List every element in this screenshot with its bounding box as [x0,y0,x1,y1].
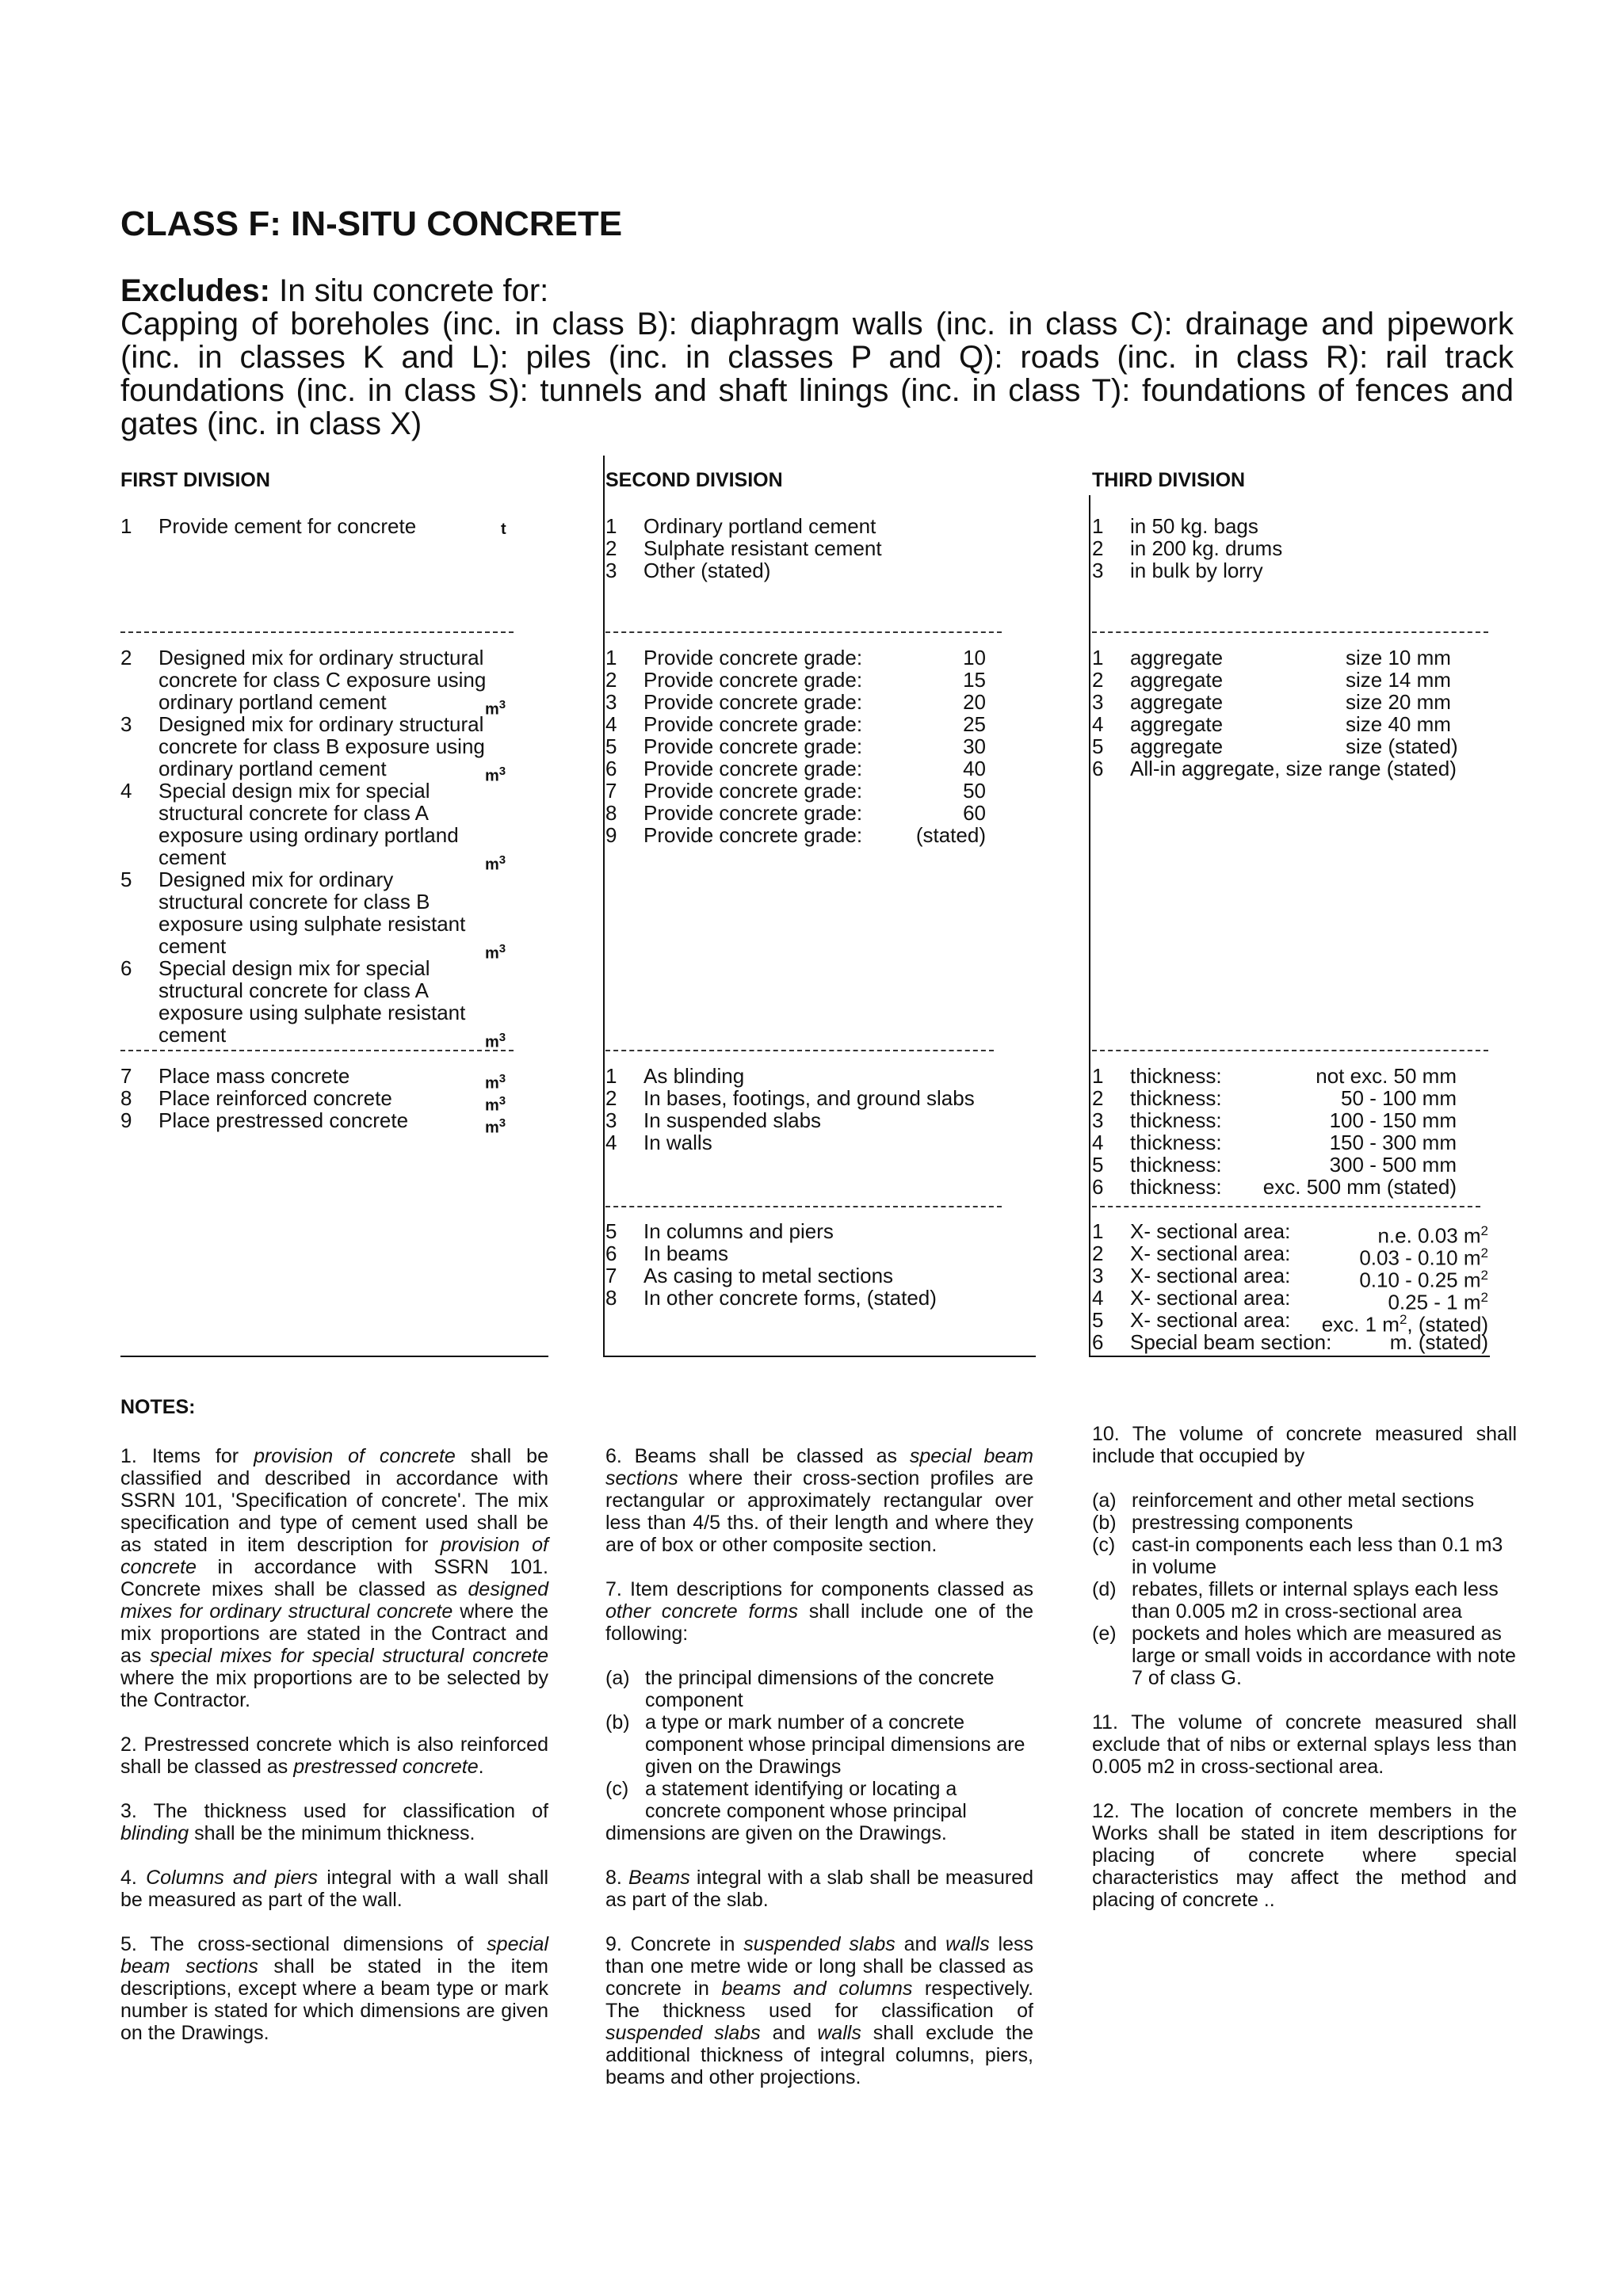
item-description: X- sectional area: [1130,1308,1291,1332]
unit-label [485,849,506,876]
item-number: 6 [1092,1175,1104,1199]
item-value [1290,1331,1488,1353]
list-text: the principal dimensions of the concrete component [645,1667,995,1711]
excludes-intro: In situ concrete for: [279,273,549,308]
item-value [1258,1109,1457,1131]
item-number: 5 [605,1219,617,1243]
item-description-line: concrete for class B exposure using [158,734,485,758]
unit-label [485,938,506,965]
item-description-line: structural concrete for class A [158,978,430,1002]
item-number: 1 [1092,646,1104,669]
item-number: 1 [1092,514,1104,538]
item-description: in 50 kg. bags [1130,514,1258,538]
item-description: In columns and piers [643,1219,834,1243]
item-number: 1 [605,514,617,538]
note-2 [120,1733,548,1778]
item-description-line: concrete for class C exposure using [158,668,487,692]
item-value-exponent: 2 [1480,1268,1488,1283]
unit-exponent: 3 [498,942,506,955]
item-description-line: Designed mix for ordinary structural [158,712,484,736]
note-text: in accordance with SSRN 101. Concrete mixes shall be classed as [120,1556,548,1600]
separator [605,631,1002,633]
item-value [1346,735,1504,757]
item-description: thickness: [1130,1086,1222,1110]
item-value [1346,691,1504,713]
item-value-text: 20 [963,690,986,714]
item-number: 8 [120,1086,132,1110]
item-number: 1 [605,1064,617,1088]
item-description: Ordinary portland cement [643,514,876,538]
note-text: shall be classified and described in accordance with SSRN 101, 'Specification of concrete'. The mix specification and type of cement used shall be as stated in item description for [120,1445,548,1556]
emphasis: provision of concrete [120,1534,548,1578]
note-11: 11. The volume of concrete measured shall exclude that of nibs or external splays less than 0.005 m2 in cross-sectional area. [1092,1711,1517,1778]
item-value-exponent: 2 [1399,1312,1407,1327]
item-description: As blinding [643,1064,745,1088]
item-value [1258,1087,1457,1109]
item-value-text: 15 [963,668,986,692]
item-number: 4 [605,712,617,736]
note-text: 2. Prestressed concrete which is also reinforced shall be classed as [120,1733,548,1778]
item-number: 2 [1092,536,1104,560]
list-item [1092,1512,1517,1534]
item-description-line: Designed mix for ordinary structural [158,646,484,669]
item-description: thickness: [1130,1153,1222,1177]
item-number: 6 [605,1241,617,1265]
note-text: and [760,2022,818,2044]
note-text: 8. [605,1867,628,1889]
emphasis: special beam sections [605,1445,1033,1489]
item-value-exponent: 2 [1480,1290,1488,1305]
item-description: In beams [643,1241,728,1265]
item-description-line: ordinary portland cement [158,757,387,780]
item-value [883,757,986,780]
item-number: 4 [1092,712,1104,736]
item-value [883,780,986,802]
item-number: 3 [1092,690,1104,714]
list-item [1092,1578,1517,1623]
note-1 [120,1445,548,1711]
item-value-text: 100 - 150 mm [1329,1108,1457,1132]
item-value-text: 60 [963,801,986,825]
separator [120,1050,514,1051]
item-description: Other (stated) [643,559,771,582]
item-description: Provide concrete grade: [643,757,863,780]
note-text: integral with a slab shall be measured as part of the slab. [605,1867,1034,1911]
item-number: 4 [605,1131,617,1154]
note-text: shall be stated in the item descriptions, except where a beam type or mark number is stated for which dimensions are given on the Drawings. [120,1955,548,2044]
item-value-text: 0.25 - 1 m [1388,1290,1481,1314]
item-number: 3 [120,712,132,736]
item-value-text: 50 - 100 mm [1341,1086,1457,1110]
item-description: in 200 kg. drums [1130,536,1283,560]
item-description: In walls [643,1131,712,1154]
item-number: 3 [1092,1108,1104,1132]
item-number: 3 [605,690,617,714]
unit-exponent: 3 [498,765,506,778]
note-4 [120,1867,548,1911]
item-number: 6 [1092,1330,1104,1354]
note-6 [605,1445,1033,1556]
item-description-line: structural concrete for class B [158,890,430,913]
item-value-text: 30 [963,734,986,758]
item-value-text: 25 [963,712,986,736]
note-text: shall include one of the following: [605,1600,1034,1645]
list-item [1092,1623,1517,1689]
item-description: As casing to metal sections [643,1264,894,1287]
item-description: thickness: [1130,1108,1222,1132]
item-value-text: size 20 mm [1346,690,1451,714]
item-description: All-in aggregate, size range (stated) [1130,757,1457,780]
item-description: X- sectional area: [1130,1286,1291,1310]
notes-column-3 [1092,1423,1517,1933]
unit-label [485,761,506,788]
list-item [1092,1489,1517,1512]
list-text: prestressing components [1132,1512,1354,1534]
emphasis: prestressed concrete [293,1756,479,1778]
item-number: 2 [605,1086,617,1110]
item-number: 5 [1092,734,1104,758]
note-text: where their cross-section profiles are rectangular or approximately rectangular over less than 4/5 ths. of their length and where they are of box or other composite section. [605,1467,1033,1556]
item-value [883,691,986,713]
unit-symbol: m [485,1097,499,1115]
item-value [1258,1154,1457,1176]
item-value [1346,669,1504,691]
item-number: 6 [120,956,132,980]
notes-heading: NOTES: [120,1396,196,1418]
note-text: 5. The cross-sectional dimensions of [120,1933,487,1955]
note-text: 1. Items for [120,1445,254,1467]
item-value-text: size (stated) [1346,734,1458,758]
emphasis: other concrete forms [605,1600,798,1623]
item-description: aggregate [1130,734,1224,758]
item-value [883,802,986,824]
unit-symbol: m [485,700,499,719]
item-value-text: m. (stated) [1389,1330,1488,1354]
emphasis: Columns and piers [146,1867,319,1889]
item-number: 2 [1092,1086,1104,1110]
item-number: 2 [1092,668,1104,692]
emphasis: designed mixes for ordinary structural concrete [120,1578,548,1623]
item-value-exponent: 2 [1480,1223,1488,1238]
item-number: 2 [120,646,132,669]
item-description: In bases, footings, and ground slabs [643,1086,975,1110]
unit-label [485,694,506,721]
item-description: Provide concrete grade: [643,823,863,847]
item-value-text: size 14 mm [1346,668,1451,692]
item-value-text: 10 [963,646,986,669]
emphasis: suspended slabs [605,2022,761,2044]
item-number: 3 [1092,1264,1104,1287]
note-3 [120,1800,548,1844]
emphasis: provision of concrete [254,1445,456,1467]
emphasis: special beam sections [120,1933,548,1978]
item-description: Provide concrete grade: [643,712,863,736]
second-division-bottom-rule [603,1356,1036,1357]
unit-exponent: 3 [498,853,506,867]
unit-exponent: 3 [498,1072,506,1085]
item-value-text: 50 [963,779,986,803]
note-10: 10. The volume of concrete measured shall include that occupied by [1092,1423,1517,1467]
item-value-text: 0.03 - 0.10 m [1359,1245,1481,1270]
item-value [883,713,986,735]
item-description-line: Special design mix for special [158,779,430,803]
item-description: aggregate [1130,668,1224,692]
item-number: 8 [605,801,617,825]
list-text: a type or mark number of a concrete component whose principal dimensions are given on the Drawings [645,1711,1025,1778]
item-value-text: exc. 1 m [1321,1312,1400,1337]
unit-symbol: m [485,856,499,874]
second-division-rule [603,456,605,1356]
item-description-line: Designed mix for ordinary [158,868,394,891]
item-description: in bulk by lorry [1130,559,1263,582]
excludes-text: Capping of boreholes (inc. in class B): diaphragm walls (inc. in class C): drainage and pipework (inc. in classes K and L): piles (inc. in classes P and Q): roads (inc. in class R): rail track foundations (inc. in class S): tunnels and shaft linings (inc. in class T): foundations of fences and gates (inc. in class X) [120,307,1514,441]
note-text: where the mix proportions are to be selected by the Contractor. [120,1667,548,1711]
unit-symbol: m [485,1074,499,1093]
item-number: 9 [605,823,617,847]
note-text: integral with a wall shall be measured as part of the wall. [120,1867,548,1911]
item-value [883,646,986,669]
item-description: Provide concrete grade: [643,646,863,669]
unit-exponent: 3 [498,1116,506,1130]
emphasis: blinding [120,1822,189,1844]
note-7-tail: dimensions are given on the Drawings. [605,1822,947,1844]
item-number: 7 [120,1064,132,1088]
item-description: In suspended slabs [643,1108,822,1132]
item-number: 1 [1092,1064,1104,1088]
page-title: CLASS F: IN-SITU CONCRETE [120,204,623,243]
item-value [1258,1176,1457,1198]
item-value-text: size 40 mm [1346,712,1451,736]
list-item [605,1778,1033,1822]
item-value-text: 40 [963,757,986,780]
note-text: 3. The thickness used for classification of [120,1800,548,1822]
item-number: 3 [1092,559,1104,582]
item-number: 9 [120,1108,132,1132]
item-description: X- sectional area: [1130,1264,1291,1287]
item-number: 3 [605,1108,617,1132]
note-7-list [605,1667,1033,1822]
note-text: respectively. The thickness used for classification of [605,1978,1034,2022]
item-number: 6 [605,757,617,780]
list-letter: (b) [605,1711,630,1733]
emphasis: walls [817,2022,861,2044]
separator [1092,631,1488,633]
item-description: thickness: [1130,1131,1222,1154]
item-description: In other concrete forms, (stated) [643,1286,937,1310]
item-description-line: cement [158,934,227,958]
item-number: 7 [605,1264,617,1287]
item-description-line: Place prestressed concrete [158,1108,409,1132]
item-value-text: (stated) [915,823,986,847]
note-text: where the mix proportions are stated in the Contract and as [120,1600,548,1667]
item-value [1258,1131,1457,1154]
item-value [1258,1065,1457,1087]
item-description-line: exposure using ordinary portland [158,823,459,847]
note-8 [605,1867,1033,1911]
item-value-exponent: 2 [1480,1245,1488,1261]
unit-label [485,1112,506,1139]
item-description: thickness: [1130,1175,1222,1199]
note-text: less than one metre wide or long shall be classed as concrete in [605,1933,1034,2000]
list-letter: (a) [605,1667,630,1689]
note-text: 6. Beams shall be classed as [605,1445,910,1467]
item-number: 4 [1092,1131,1104,1154]
note-7 [605,1578,1033,1645]
list-item [605,1667,1033,1711]
item-value [883,824,986,846]
note-text: 7. Item descriptions for components classed as [605,1578,1033,1600]
item-description: Sulphate resistant cement [643,536,882,560]
item-description: thickness: [1130,1064,1222,1088]
item-description-line: Place mass concrete [158,1064,350,1088]
item-value-text: exc. 500 mm (stated) [1262,1175,1457,1199]
list-letter: (d) [1092,1578,1117,1600]
list-text: reinforcement and other metal sections [1132,1489,1475,1512]
item-description-line: Place reinforced concrete [158,1086,392,1110]
item-number: 6 [1092,757,1104,780]
item-description: aggregate [1130,712,1224,736]
item-number: 3 [605,559,617,582]
unit-label [501,518,506,540]
third-division-bottom-rule [1089,1356,1490,1357]
item-description-line: structural concrete for class A [158,801,430,825]
item-number: 1 [605,646,617,669]
second-division-header: SECOND DIVISION [605,469,783,491]
item-description: Provide concrete grade: [643,690,863,714]
unit-symbol: m [485,767,499,785]
item-number: 7 [605,779,617,803]
list-text: cast-in components each less than 0.1 m3 in volume [1132,1534,1503,1578]
item-value-tail: , (stated) [1407,1312,1488,1337]
item-number: 1 [1092,1219,1104,1243]
list-letter: (a) [1092,1489,1117,1512]
item-value-text: n.e. 0.03 m [1377,1223,1481,1248]
item-description-line: Provide cement for concrete [158,514,417,538]
item-value [883,669,986,691]
unit-symbol: m [485,944,499,963]
item-value [883,735,986,757]
third-division-rule [1089,495,1090,1356]
first-division-header: FIRST DIVISION [120,469,270,491]
item-number: 5 [605,734,617,758]
item-value-text: 150 - 300 mm [1329,1131,1457,1154]
item-number: 2 [605,668,617,692]
item-description: Special beam section: [1130,1330,1332,1354]
list-text: a statement identifying or locating a concrete component whose principal [645,1778,967,1822]
unit-exponent: 3 [498,1031,506,1044]
notes-column-1 [120,1445,548,2066]
separator [605,1050,994,1051]
emphasis: suspended slabs [743,1933,896,1955]
item-number: 5 [1092,1308,1104,1332]
item-number: 2 [1092,1241,1104,1265]
unit-symbol: t [501,521,506,538]
item-description-line: exposure using sulphate resistant [158,1001,466,1024]
item-value [1346,646,1504,669]
first-division-bottom-rule [120,1356,548,1357]
separator [1092,1206,1480,1207]
item-description: Provide concrete grade: [643,779,863,803]
note-text: shall be the minimum thickness. [189,1822,475,1844]
item-value-text: size 10 mm [1346,646,1451,669]
item-number: 5 [120,868,132,891]
item-description-line: cement [158,1023,227,1047]
note-text: . [478,1756,484,1778]
item-number: 5 [1092,1153,1104,1177]
note-text: 9. Concrete in [605,1933,744,1955]
emphasis: walls [945,1933,990,1955]
unit-symbol: m [485,1033,499,1051]
item-description-line: Special design mix for special [158,956,430,980]
note-9 [605,1933,1033,2088]
item-value-text: not exc. 50 mm [1316,1064,1457,1088]
unit-exponent: 3 [498,698,506,711]
item-description: Provide concrete grade: [643,801,863,825]
item-description: X- sectional area: [1130,1241,1291,1265]
emphasis: beams and columns [721,1978,913,2000]
item-description-line: exposure using sulphate resistant [158,912,466,936]
item-value-text: 0.10 - 0.25 m [1359,1268,1481,1292]
note-text: shall exclude the additional thickness of integral columns, piers, beams and other projections. [605,2022,1033,2088]
note-10-list [1092,1489,1517,1689]
item-number: 8 [605,1286,617,1310]
list-letter: (c) [1092,1534,1116,1556]
item-description: aggregate [1130,690,1224,714]
note-12: 12. The location of concrete members in the Works shall be stated in item descriptions for placing of concrete where special characteristics may affect the method and placing of concrete .. [1092,1800,1517,1911]
item-number: 1 [120,514,132,538]
note-text: 4. [120,1867,147,1889]
separator [120,631,514,633]
list-item [1092,1534,1517,1578]
item-description: X- sectional area: [1130,1219,1291,1243]
third-division-header: THIRD DIVISION [1092,469,1246,491]
note-5 [120,1933,548,2044]
item-number: 4 [120,779,132,803]
unit-label [485,1027,506,1054]
note-text: and [895,1933,946,1955]
list-letter: (c) [605,1778,629,1800]
unit-exponent: 3 [498,1094,506,1108]
excludes-paragraph [120,274,1514,441]
item-number: 4 [1092,1286,1104,1310]
list-letter: (e) [1092,1623,1117,1645]
item-value-text: 300 - 500 mm [1329,1153,1457,1177]
item-value [1346,713,1504,735]
list-item [605,1711,1033,1778]
separator [1092,1050,1488,1051]
list-text: rebates, fillets or internal splays each less than 0.005 m2 in cross-sectional area [1132,1578,1499,1623]
item-description: Provide concrete grade: [643,734,863,758]
item-number: 2 [605,536,617,560]
emphasis: special mixes for special structural concrete [150,1645,548,1667]
unit-symbol: m [485,1119,499,1137]
list-text: pockets and holes which are measured as large or small voids in accordance with note 7 of class G. [1132,1623,1516,1689]
item-description: aggregate [1130,646,1224,669]
excludes-label: Excludes: [120,273,270,308]
list-letter: (b) [1092,1512,1117,1534]
item-description-line: cement [158,845,227,869]
emphasis: Beams [628,1867,690,1889]
item-description-line: ordinary portland cement [158,690,387,714]
notes-column-2 [605,1445,1033,2111]
separator [605,1206,1002,1207]
item-description: Provide concrete grade: [643,668,863,692]
